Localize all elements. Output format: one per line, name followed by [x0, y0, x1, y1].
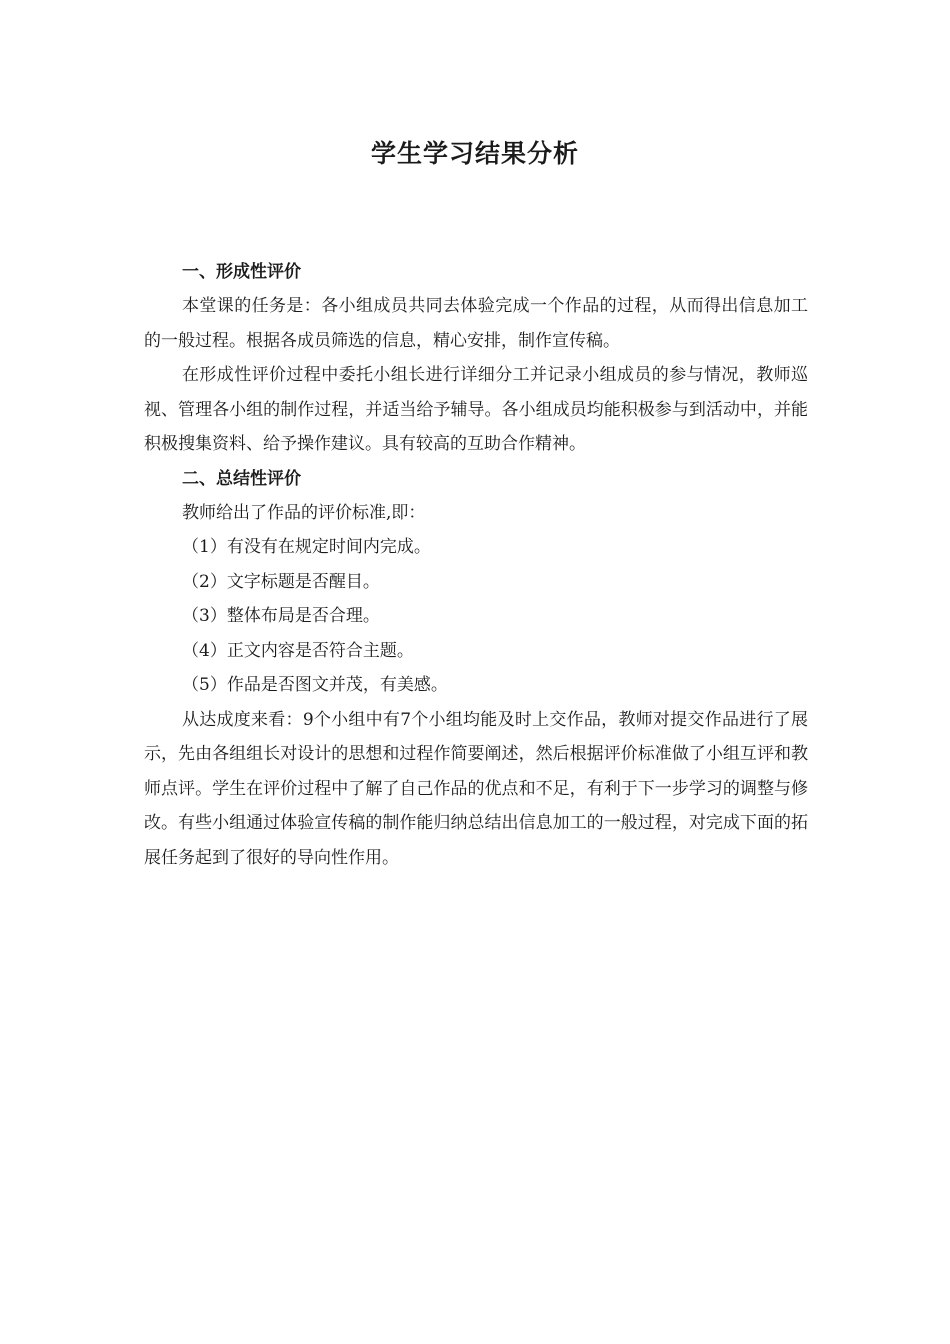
document-body	[144, 255, 808, 875]
paragraph: 在形成性评价过程中委托小组长进行详细分工并记录小组成员的参与情况，教师巡视、管理各小组的制作过程，并适当给予辅导。各小组成员均能积极参与到活动中，并能积极搜集资料、给予操作建议。具有较高的互助合作精神。	[144, 365, 808, 454]
criteria-item: （1）有没有在规定时间内完成。	[182, 537, 431, 557]
page-title: 学生学习结果分析	[370, 139, 579, 168]
criteria-intro: 教师给出了作品的评价标准,即：	[182, 502, 426, 523]
criteria-item: （5）作品是否图文并茂，有美感。	[182, 675, 448, 695]
criteria-item: （2）文字标题是否醒目。	[182, 571, 380, 592]
section-heading-summative: 二、总结性评价	[182, 468, 301, 489]
paragraph: 本堂课的任务是：各小组成员共同去体验完成一个作品的过程，从而得出信息加工的一般过程。根据各成员筛选的信息，精心安排，制作宣传稿。	[144, 296, 808, 351]
section-heading-formative: 一、形成性评价	[182, 262, 301, 282]
criteria-item: （3）整体布局是否合理。	[182, 606, 380, 626]
conclusion-paragraph: 从达成度来看：9个小组中有7个小组均能及时上交作品，教师对提交作品进行了展示，先由各组组长对设计的思想和过程作简要阐述，然后根据评价标准做了小组互评和教师点评。学生在评价过程中了解了自己作品的优点和不足，有利于下一步学习的调整与修改。有些小组通过体验宣传稿的制作能归纳总结出信息加工的一般过程，对完成下面的拓展任务起到了很好的导向性作用。	[144, 709, 808, 868]
criteria-item: （4）正文内容是否符合主题。	[182, 640, 414, 661]
